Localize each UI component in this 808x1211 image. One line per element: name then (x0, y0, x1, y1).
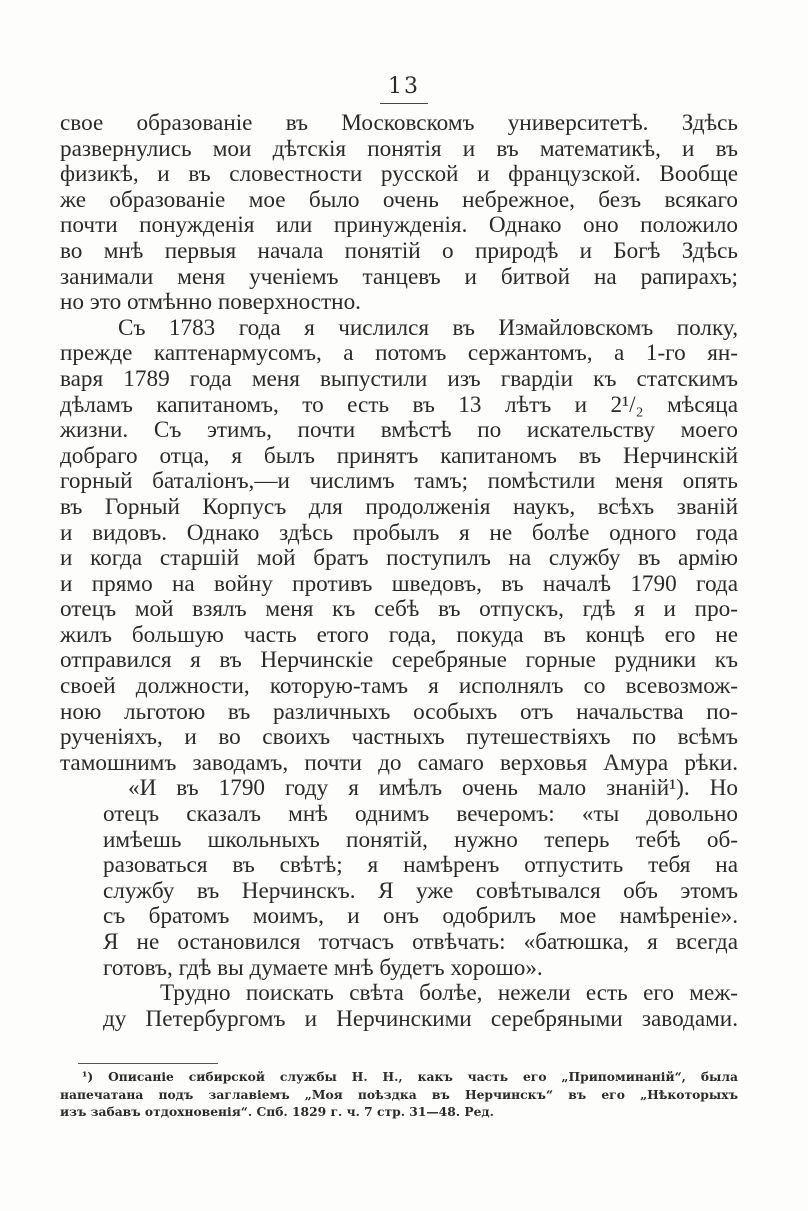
text-line: во мнѣ первыя начала понятій о природѣ и Богѣ Здѣсь (60, 237, 738, 264)
text-line: «И въ 1790 году я имѣлъ очень мало знаній¹). Но (128, 775, 738, 802)
text-line: своей должности, которую-тамъ я исполнялъ со всевозмож- (60, 673, 738, 700)
text-line: рученіяхъ, и во своихъ частныхъ путешествіяхъ по всѣмъ (60, 724, 738, 751)
text-line: готовъ, гдѣ вы думаете мнѣ будетъ хорошо». (103, 954, 543, 981)
text-line: отправился я въ Нерчинскіе серебряные горные рудники къ (60, 647, 738, 674)
text-line: но это отмѣнно поверхностно. (60, 289, 361, 316)
text-line: разоваться въ свѣтѣ; я намѣренъ отпустить тебя на (103, 852, 738, 879)
text-line: и видовъ. Однако здѣсь пробылъ я не болѣе одного года (60, 519, 738, 546)
page-number-rule (380, 103, 428, 104)
text-line: добраго отца, я былъ принятъ капитаномъ въ Нерчинскій (60, 442, 738, 469)
footnote-line: изъ забавъ отдохновенія“. Спб. 1829 г. ч. 7 стр. 31—48. Ред. (60, 1104, 494, 1120)
text-line: съ братомъ моимъ, и онъ одобрилъ мое намѣреніе». (103, 903, 738, 930)
page-number: 13 (388, 74, 420, 99)
text-line: ною льготою въ различныхъ особыхъ отъ начальства по- (60, 698, 738, 725)
text-line: Трудно поискать свѣта болѣе, нежели есть его меж- (160, 980, 738, 1007)
text-line: горный баталіонъ,—и числимъ тамъ; помѣстили меня опять (60, 468, 738, 495)
text-line: ду Петербургомъ и Нерчинскими серебряными заводами. (103, 1005, 738, 1032)
text-line: почти понужденія или принужденія. Однако оно положило (60, 212, 738, 239)
text-line: имѣешь школьныхъ понятій, нужно теперь тебѣ об- (103, 826, 738, 853)
text-line: жилъ большую часть етого года, покуда въ концѣ его не (60, 621, 738, 648)
text-line: жизни. Съ этимъ, почти вмѣстѣ по искательству моего (60, 417, 738, 444)
text-line: и когда старшій мой братъ поступилъ на службу въ армію (60, 545, 738, 572)
text-line: службу въ Нерчинскъ. Я уже совѣтывался объ этомъ (103, 877, 738, 904)
main-text (60, 111, 738, 1032)
text-line: отецъ мой взялъ меня къ себѣ въ отпускъ, гдѣ я и про- (60, 596, 738, 623)
text-line: занимали меня ученіемъ танцевъ и битвой на рапирахъ; (60, 263, 738, 290)
text-line: и прямо на войну противъ шведовъ, въ началѣ 1790 года (60, 570, 738, 597)
text-line: физикѣ, и въ словестности русской и французской. Вообще (60, 161, 738, 188)
footnote (60, 1068, 738, 1121)
footnote-line: ¹) Описаніе сибирской службы Н. Н., какъ часть его „Припоминаній“, была (82, 1069, 738, 1084)
text-line: варя 1789 года меня выпустили изъ гвардіи къ статскимъ (60, 365, 738, 392)
text-line: свое образованіе въ Московскомъ университетѣ. Здѣсь (60, 110, 738, 136)
text-line: Я не остановился тотчасъ отвѣчать: «батюшка, я всегда (103, 929, 738, 955)
text-line: въ Горный Корпусъ для продолженія наукъ, всѣхъ званій (60, 493, 738, 520)
text-line: тамошнимъ заводамъ, почти до самаго верховья Амура рѣки. (60, 749, 738, 776)
text-line: же образованіе мое было очень небрежное, безъ всякаго (60, 186, 738, 213)
text-line: отецъ сказалъ мнѣ однимъ вечеромъ: «ты довольно (103, 801, 738, 828)
text-line: прежде каптенармусомъ, а потомъ сержантомъ, а 1-го ян- (60, 340, 738, 367)
footnote-line: напечатана подъ заглавіемъ „Моя поѣздка въ Нерчинскъ“ въ его „Нѣкоторыхъ (60, 1086, 738, 1102)
text-line: дѣламъ капитаномъ, то есть въ 13 лѣтъ и 2¹/₂ мѣсяца (60, 391, 738, 418)
text-line: Съ 1783 года я числился въ Измайловскомъ полку, (118, 314, 738, 341)
footnote-rule (78, 1063, 218, 1064)
text-line: развернулись мои дѣтскія понятія и въ математикѣ, и въ (60, 135, 738, 162)
